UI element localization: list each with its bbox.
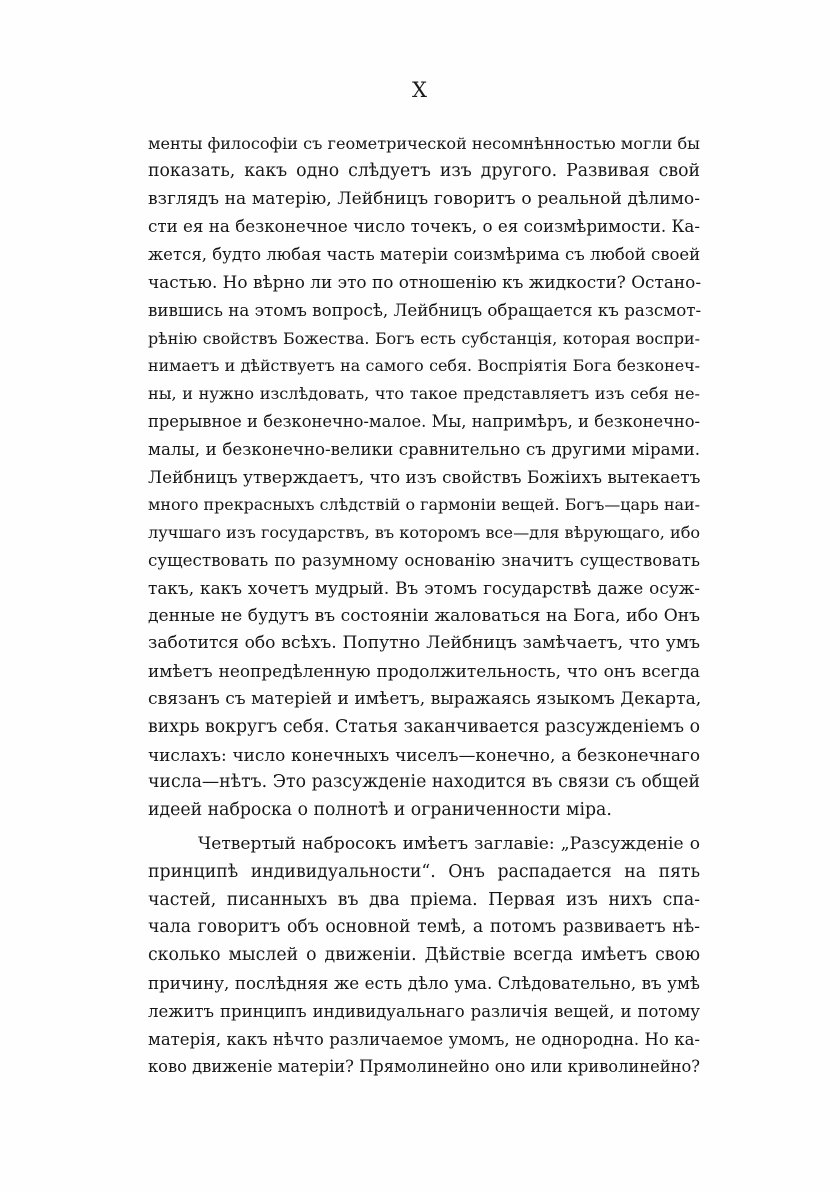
text-line: взглядъ на матерію, Лейбницъ говоритъ о реальной дѣлимо- [148,188,700,209]
text-line: такъ, какъ хочетъ мудрый. Въ этомъ государствѣ даже осуж- [148,577,700,598]
page-number: X [412,78,428,102]
text-line: частей, писанныхъ въ два пріема. Первая изъ нихъ спа- [148,889,700,910]
text-line: заботится обо всѣхъ. Попутно Лейбницъ замѣчаетъ, что умъ [148,633,700,654]
text-line: рѣнію свойствъ Божества. Богъ есть субстанція, которая воспри- [148,328,700,348]
paragraph [148,831,700,1081]
text-line: много прекрасныхъ слѣдствій о гармоніи вещей. Богъ—царь наи- [148,495,700,515]
body-text [148,130,700,1081]
text-line: сколько мыслей о движеніи. Дѣйствіе всегда имѣетъ свою [148,945,700,966]
text-line: прерывное и безконечно-малое. Мы, напримѣръ, и безконечно- [148,411,700,431]
text-line: Лейбницъ утверждаетъ, что изъ свойствъ Божіихъ вытекаетъ [148,466,701,487]
text-line: идеей наброска о полнотѣ и ограниченности міра. [148,800,612,821]
text-line: сти ея на безконечное число точекъ, о ея соизмѣримости. Ка- [148,216,700,237]
text-line: менты философіи съ геометрической несомнѣнностью могли бы [148,134,700,153]
text-line: показать, какъ одно слѣдуетъ изъ другого. Развивая свой [148,160,700,181]
text-line: связанъ съ матеріей и имѣетъ, выражаясь языкомъ Декарта, [148,688,702,709]
text-line: существовать по разумному основанію значитъ существовать [148,549,700,570]
text-line: имѣетъ неопредѣленную продолжительность, что онъ всегда [148,661,700,682]
text-line: лучшаго изъ государствъ, въ которомъ все—для вѣрующаго, ибо [148,523,701,543]
text-line: числахъ: число конечныхъ чиселъ—конечно, а безконечнаго [148,744,700,765]
text-line: ково движеніе матеріи? Прямолинейно оно или криволинейно? [148,1057,700,1077]
text-line: принципѣ индивидуальности“. Онъ распадается на пять [148,861,700,882]
paragraph [148,130,700,825]
text-line: Четвертый набросокъ имѣетъ заглавіе: „Разсужденіе о [198,833,700,854]
text-line: вившись на этомъ вопросѣ, Лейбницъ обращается къ разсмот- [148,299,702,320]
text-line: частью. Но вѣрно ли это по отношенію къ жидкости? Остано- [148,271,702,292]
text-line: причину, послѣдняя же есть дѣло ума. Слѣдовательно, въ умѣ [148,972,700,993]
text-line: матерія, какъ нѣчто различаемое умомъ, не однородна. Но ка- [148,1029,700,1049]
text-line: денные не будутъ въ состояніи жаловаться на Бога, ибо Онъ [148,605,700,626]
text-line: числа—нѣтъ. Это разсужденіе находится въ связи съ общей [148,772,700,793]
text-line: вихрь вокругъ себя. Статья заканчивается разсужденіемъ о [148,716,700,737]
text-line: чала говоритъ объ основной темѣ, а потомъ развиваетъ нѣ- [148,917,700,938]
text-line: малы, и безконечно-велики сравнительно съ другими мірами. [148,438,700,459]
text-line: жется, будто любая часть матеріи соизмѣрима съ любой своей [148,245,701,265]
text-line: ны, и нужно изслѣдовать, что такое представляетъ изъ себя не- [148,384,700,404]
text-line: нимаетъ и дѣйствуетъ на самого себя. Воспріятія Бога безконеч- [148,356,700,376]
text-line: лежитъ принципъ индивидуальнаго различія вещей, и потому [148,1001,700,1021]
